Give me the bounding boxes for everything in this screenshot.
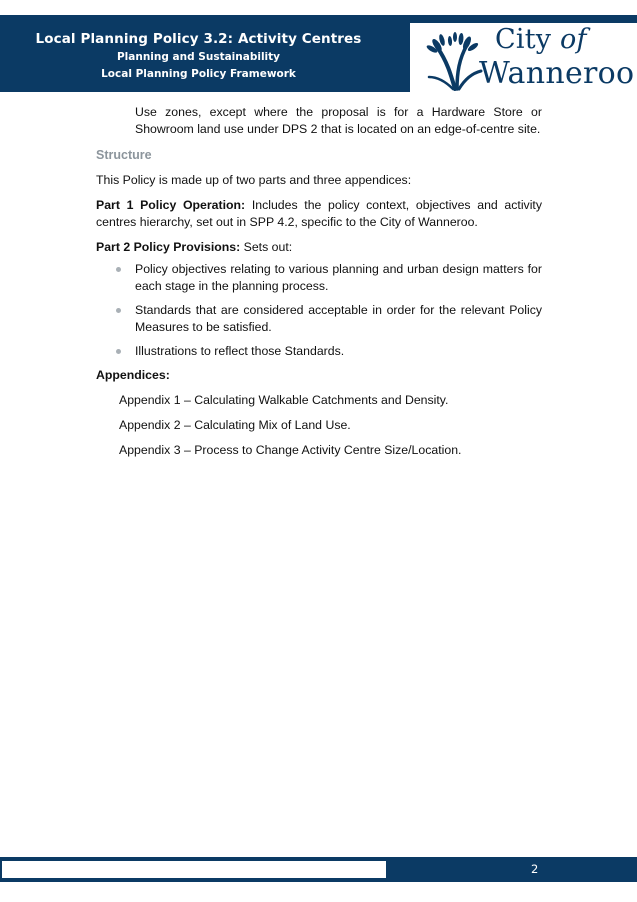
part1-text: Includes the policy context, objectives and activity centres hierarchy, set out in SPP 4.2, specific to the City of Wanneroo.: [96, 198, 542, 229]
page-footer: [0, 857, 637, 882]
logo-text-city-of: [495, 24, 587, 55]
part2-paragraph: [96, 239, 542, 256]
framework-name: Local Planning Policy Framework: [101, 68, 296, 80]
bullet-text: Illustrations to reflect those Standards.: [135, 344, 345, 358]
appendices-heading: Appendices:: [96, 368, 170, 382]
appendix-item-2: Appendix 2 – Calculating Mix of Land Use.: [119, 418, 351, 432]
appendix-item-1: Appendix 1 – Calculating Walkable Catchments and Density.: [119, 393, 449, 407]
bullet-text: Standards that are considered acceptable in order for the relevant Policy Measures to be satisfied.: [135, 303, 542, 334]
city-logo: [410, 23, 637, 99]
bullet-text: Policy objectives relating to various planning and urban design matters for each stage in the planning process.: [135, 262, 542, 293]
continued-paragraph: Use zones, except where the proposal is for a Hardware Store or Showroom land use under DPS 2 that is located on an edge-of-centre site.: [135, 105, 542, 136]
structure-heading: Structure: [96, 148, 152, 162]
structure-intro: This Policy is made up of two parts and three appendices:: [96, 173, 412, 187]
part2-bullet-list: [96, 261, 542, 360]
bullet-icon: [116, 349, 121, 354]
department-name: Planning and Sustainability: [116, 51, 281, 63]
bullet-icon: [116, 308, 121, 313]
list-item: [96, 343, 542, 360]
logo-text-city: City: [495, 24, 552, 55]
list-item: [96, 302, 542, 336]
part1-paragraph: [96, 197, 542, 231]
part1-label: Part 1 Policy Operation:: [96, 198, 246, 212]
page-body: [96, 104, 542, 459]
footer-white-panel: [2, 861, 386, 878]
list-item: [96, 261, 542, 295]
kangaroo-paw-logo-icon: [425, 31, 485, 91]
logo-text-of: of: [560, 24, 587, 55]
page-header: [0, 15, 637, 92]
appendix-item-3: Appendix 3 – Process to Change Activity Centre Size/Location.: [119, 443, 462, 457]
bullet-icon: [116, 267, 121, 272]
part2-label: Part 2 Policy Provisions:: [96, 240, 241, 254]
header-title-block: [0, 15, 397, 92]
policy-title: Local Planning Policy 3.2: Activity Centres: [35, 31, 362, 47]
logo-text-wanneroo: Wanneroo: [479, 56, 635, 91]
part2-text: Sets out:: [240, 240, 293, 254]
page-number: 2: [531, 862, 539, 876]
